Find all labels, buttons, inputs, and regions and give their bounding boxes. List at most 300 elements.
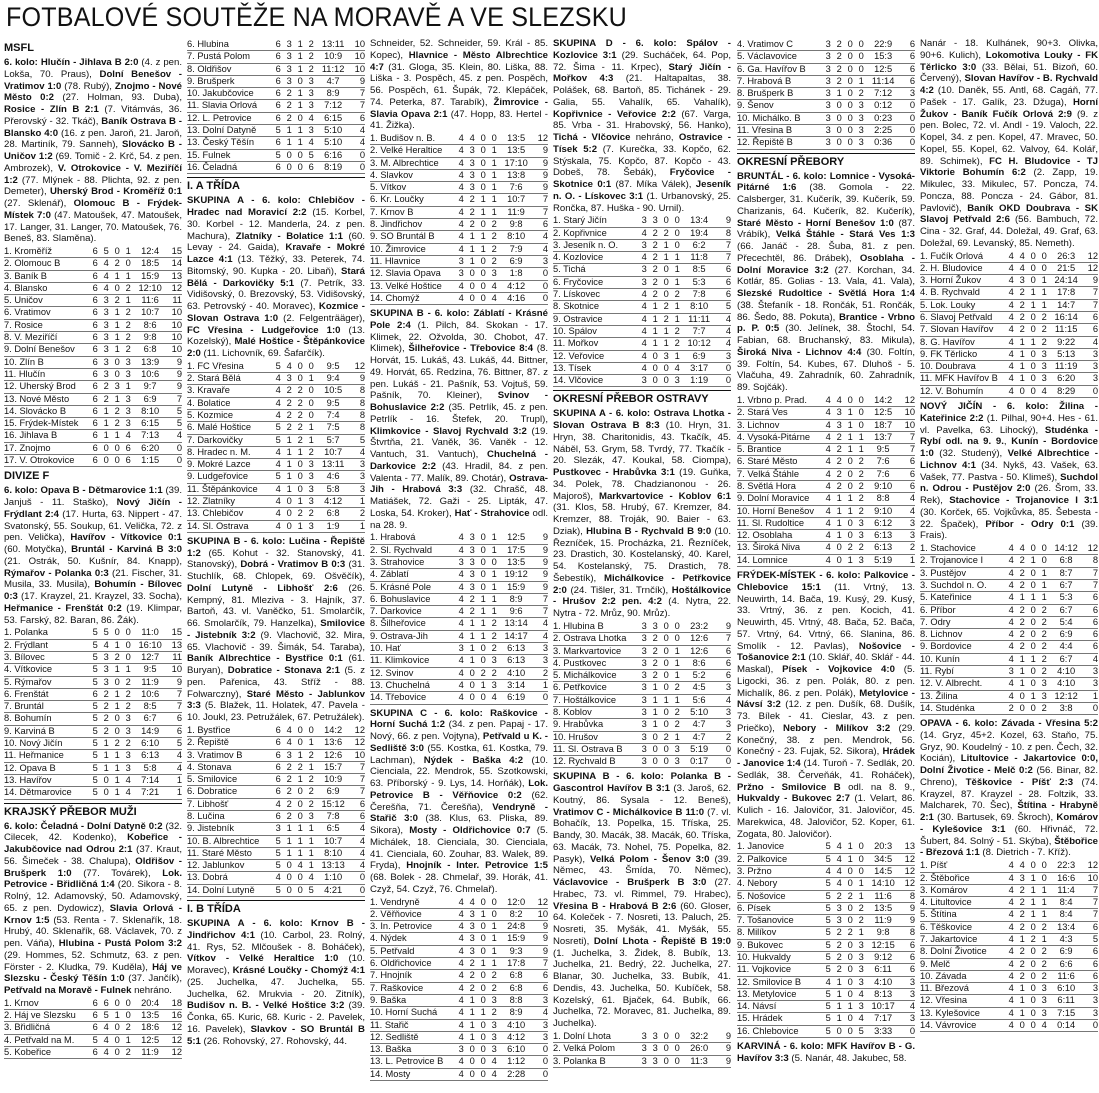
team-name: 10. Nový Jičín [4,738,63,749]
match-results-text: NOVÝ JIČÍN - 6. kolo: Žilina - Kateřinice 2:2 (1. Pilhal, 90+4. Hes - 61. vl. Pavelka, 63. Lihocký), Studénka - Rybí odl. na 9. 9., Kunín - Bordovice 1:0 (32. Studený), Velké Albrechtice - Lichnov 4:1 (34. Nykš, 43. Vašek, 63. Vašek, 77. Pastva - 50. Klimeš), Suchdol n. Odrou - Pustějov 2:0 (26. Šrom, 33. Rek), Stachovice - Trojanovice I 3:1 (30. Korček, 65. Vojkůvka, 85. Šebesta - 22. Špaček), Příbor - Odry 0:1 (39. Frais). [920,401,1098,542]
stat-cell: 0 [1030,995,1036,1006]
points: 1 [542,679,548,690]
table-row [4,332,182,344]
standings-table [553,215,731,387]
stat-cell: 4 [458,1068,464,1079]
table-row [187,51,365,63]
team-name: 12. Veřovice [553,350,605,361]
stat-cell: 4 [1008,275,1014,286]
score: 6:7 [1059,653,1073,664]
stat-cell: 1 [491,945,497,956]
stat-cell: 1 [469,255,475,266]
team-name: 7. Krnov B [370,206,414,217]
team-name: 6. Staré Město [737,456,798,467]
points: 4 [542,1007,548,1018]
score: 6:20 [141,442,160,453]
stat-cell: 1 [297,774,303,785]
table-row [370,231,548,243]
stat-cell: 1 [491,206,497,217]
table-row [920,934,1098,946]
points: 4 [359,847,365,858]
stat-cell: 4 [458,982,464,993]
table-row [370,1031,548,1043]
stat-cell: 4 [103,1046,109,1057]
stat-cell: 1 [1030,336,1036,347]
table-row [4,1046,182,1058]
stat-cell: 1 [836,530,842,541]
team-name: 1. Vrbno p. Prad. [737,394,807,405]
stat-cell: 3 [641,756,647,767]
table-row [370,280,548,292]
stat-cell: 4 [1008,604,1014,615]
stat-cell: 2 [125,1046,131,1057]
table-row [737,853,915,865]
stat-cell: 4 [1008,250,1014,261]
stat-cell: 3 [469,169,475,180]
stat-cell: 0 [480,169,486,180]
stat-cell: 1 [1041,275,1047,286]
stat-cell: 2 [652,276,658,287]
stat-cell: 1 [858,431,864,442]
stat-cell: 1 [1030,690,1036,701]
match-results-text: SKUPINA A - 6. kolo: Chlebičov - Hradec nad Moravicí 2:2 (15. Korbel, 30. Korbel - 12. Manderla, 24. z pen. Machura), Zlatníky - Bolatice 1:1 (60. Levay - 24. Gaida), Kravaře - Mokré Lazce 4:1 (13. Těžký, 33. Peterek, 74. Bitomský, 90. Kupka - 20. Libaň), Stará Bělá - Darkovičky 5:1 (7. Petrík, 33. Vidišovský, 0. Brezovský, 53. Vidišovský, 63. Petrovský - 40. Moravec), Kozmice - Slovan Ostrava 1:0 (2. Felgenträäger), FC Vřesina - Ludgeřovice 1:0 (13. Kozelský), Malé Hoštice - Štěpánkovice 2:0 (11. Lichovník, 69. Šafarčík). [187,195,365,360]
points: 7 [909,431,915,442]
stat-cell: 1 [480,958,486,969]
team-name: 2. Olomouc B [4,258,61,269]
table-row [737,841,915,853]
stat-cell: 3 [103,319,109,330]
points: 7 [1092,287,1098,298]
score: 14:2 [324,724,343,735]
team-name: 3. Suchdol n. O. [920,579,987,590]
score: 26:3 [1057,250,1076,261]
stat-cell: 1 [114,307,120,318]
stat-cell: 3 [858,517,864,528]
team-name: 6. Bohuslavice [370,593,431,604]
stat-cell: 3 [1019,275,1025,286]
stat-cell: 2 [1019,909,1025,920]
stat-cell: 1 [652,338,658,349]
table-row [920,983,1098,995]
score: 1:8 [509,268,523,279]
standings-table [187,39,365,174]
score: 11:0 [141,627,159,638]
table-row [737,1001,915,1013]
stat-cell: 0 [674,1043,680,1054]
stat-cell: 0 [480,1068,486,1079]
stat-cell: 0 [286,520,292,531]
standings-table [370,897,548,1081]
table-row [737,952,915,964]
stat-cell: 4 [825,468,831,479]
points: 7 [176,393,182,404]
points: 9 [725,1043,731,1054]
table-row [737,517,915,529]
team-name: 15. Hrádek [737,1013,783,1024]
score: 11:11 [688,313,711,324]
score: 8:5 [143,701,157,712]
stat-cell: 2 [847,890,853,901]
stat-cell: 3 [491,655,497,666]
stat-cell: 2 [1019,311,1025,322]
team-name: 2. Stará Bělá [187,373,241,384]
section-heading: OKRESNÍ PŘEBORY [737,155,845,168]
stat-cell: 1 [491,169,497,180]
stat-cell: 0 [480,544,486,555]
stat-cell: 4 [641,350,647,361]
stat-cell: 5 [275,149,281,160]
stat-cell: 0 [114,1034,120,1045]
stat-cell: 4 [825,505,831,516]
team-name: 15. Fulnek [187,149,231,160]
team-name: 9. SO Bruntál B [370,231,435,242]
stat-cell: 4 [469,896,475,907]
table-row [370,897,548,909]
table-row [370,643,548,655]
points: 7 [1092,567,1098,578]
table-row [737,890,915,902]
stat-cell: 2 [1041,604,1047,615]
team-name: 13. Dolní Datyně [187,125,257,136]
stat-cell: 2 [836,927,842,938]
points: 3 [542,255,548,266]
team-name: 14. Studénka [920,702,975,713]
stat-cell: 1 [847,493,853,504]
stat-cell: 1 [674,657,680,668]
points: 7 [1092,909,1098,920]
stat-cell: 3 [308,125,314,136]
stat-cell: 0 [1041,250,1047,261]
stat-cell: 3 [858,100,864,111]
stat-cell: 4 [1008,958,1014,969]
standings-table [187,725,365,897]
stat-cell: 0 [491,133,497,143]
stat-cell: 1 [480,908,486,919]
stat-cell: 4 [1008,946,1014,957]
score: 1:9 [326,520,340,531]
score: 9:5 [326,360,340,371]
score: 12:0 [507,896,526,907]
stat-cell: 4 [458,1007,464,1018]
points: 0 [542,292,548,303]
points: 7 [542,958,548,969]
score: 6:19 [507,692,526,703]
stat-cell: 2 [125,319,131,330]
stat-cell: 4 [1008,373,1014,384]
stat-cell: 4 [458,593,464,604]
stat-cell: 0 [847,39,853,49]
stat-cell: 2 [1019,616,1025,627]
team-name: 7. Hrabová B [737,75,792,86]
stat-cell: 0 [480,655,486,666]
stat-cell: 4 [836,853,842,864]
stat-cell: 1 [1041,579,1047,590]
team-name: 3. Komárov [920,884,968,895]
stat-cell: 4 [458,182,464,193]
points: 6 [1092,629,1098,640]
score: 34:5 [874,853,893,864]
stat-cell: 3 [469,933,475,944]
stat-cell: 0 [480,255,486,266]
stat-cell: 3 [103,676,109,687]
points: 12 [1087,250,1098,261]
points: 18 [171,997,182,1008]
stat-cell: 2 [663,731,669,742]
stat-cell: 2 [286,422,292,433]
score: 8:9 [509,1007,523,1018]
stat-cell: 2 [469,206,475,217]
table-row [370,618,548,630]
points: 3 [1092,348,1098,359]
team-name: 1. Dolní Lhota [553,1030,611,1041]
table-row [370,532,548,544]
stat-cell: 1 [491,581,497,592]
table-row [737,865,915,877]
stat-cell: 0 [1041,860,1047,871]
stat-cell: 1 [847,419,853,430]
points: 6 [909,939,915,950]
team-name: 9. Ostrava-Jih [370,630,428,641]
stat-cell: 0 [858,63,864,74]
stat-cell: 4 [674,362,680,373]
team-name: 3. Bílovec [4,651,45,662]
score: 5:3 [692,276,706,287]
stat-cell: 0 [663,756,669,767]
stat-cell: 4 [458,921,464,932]
stat-cell: 3 [103,368,109,379]
points: 6 [1092,592,1098,603]
score: 5:10 [324,137,343,148]
team-name: 6. Fryčovice [553,276,604,287]
table-row [920,361,1098,373]
points: 0 [725,756,731,767]
score: 16:10 [138,639,162,650]
table-row [920,311,1098,323]
points: 3 [542,994,548,1005]
table-row [370,169,548,181]
score: 8:9 [326,88,340,99]
stat-cell: 4 [458,169,464,180]
stat-cell: 1 [1030,872,1036,883]
stat-cell: 4 [275,872,281,883]
team-name: 2. Kopřivnice [553,227,607,238]
stat-cell: 0 [480,292,486,303]
stat-cell: 2 [836,952,842,962]
team-name: 14. Dolní Lutyně [187,884,255,895]
section-divider [737,153,915,154]
stat-cell: 2 [469,593,475,604]
score: 4:7 [692,719,706,730]
stat-cell: 3 [825,137,831,148]
points: 3 [1092,678,1098,689]
stat-cell: 0 [480,532,486,543]
points: 10 [171,664,182,675]
score: 4:10 [507,667,526,678]
score: 6:16 [324,149,343,160]
stat-cell: 1 [125,664,131,675]
score: 12:6 [324,749,343,760]
table-row [370,145,548,157]
score: 8:9 [509,593,523,604]
stat-cell: 3 [286,63,292,74]
stat-cell: 2 [652,239,658,250]
team-name: 9. Dolní Benešov [4,344,75,355]
points: 10 [171,307,182,318]
stat-cell: 1 [103,750,109,761]
stat-cell: 4 [1019,860,1025,871]
stat-cell: 1 [663,325,669,336]
score: 13:14 [504,618,528,629]
table-row [737,542,915,554]
team-name: 2. Sl. Rychvald [370,544,433,555]
stat-cell: 2 [469,219,475,230]
table-row [920,299,1098,311]
table-row [737,63,915,75]
stat-cell: 4 [491,1056,497,1067]
points: 6 [1092,958,1098,969]
stat-cell: 4 [458,908,464,919]
points: 7 [1092,884,1098,895]
stat-cell: 1 [286,471,292,482]
stat-cell: 2 [1041,616,1047,627]
points: 9 [542,933,548,944]
table-row [553,362,731,374]
stat-cell: 4 [1008,616,1014,627]
stat-cell: 6 [92,442,98,453]
stat-cell: 1 [836,505,842,516]
stat-cell: 4 [1019,262,1025,273]
stat-cell: 2 [674,289,680,300]
stat-cell: 2 [114,651,120,662]
stat-cell: 1 [297,100,303,111]
stat-cell: 1 [1041,592,1047,603]
points: 0 [1092,702,1098,713]
team-name: 4. Vratimov C [737,39,793,49]
stat-cell: 1 [125,381,131,392]
stat-cell: 5 [275,125,281,136]
points: 12 [904,853,915,864]
stat-cell: 0 [297,798,303,809]
score: 14:12 [1054,543,1078,554]
score: 8:8 [876,493,890,504]
stat-cell: 3 [103,356,109,367]
stat-cell: 4 [1008,555,1014,566]
stat-cell: 4 [458,1056,464,1067]
team-name: 5. Brantice [737,444,782,455]
stat-cell: 4 [1008,860,1014,871]
stat-cell: 2 [286,774,292,785]
team-name: 10. Kunín [920,653,960,664]
stat-cell: 5 [92,701,98,712]
stat-cell: 2 [652,289,658,300]
score: 18:6 [141,1022,160,1033]
team-name: 11. Rybí [920,666,954,677]
stat-cell: 2 [1019,958,1025,969]
stat-cell: 4 [458,532,464,543]
score: 14:10 [871,878,895,889]
score: 8:13 [874,988,893,999]
points: 6 [1092,970,1098,981]
stat-cell: 6 [92,344,98,355]
stat-cell: 0 [1030,702,1036,713]
points: 0 [542,268,548,279]
points: 3 [1092,373,1098,384]
points: 3 [725,719,731,730]
points: 3 [909,1013,915,1024]
points: 7 [542,194,548,205]
score: 6:9 [326,786,340,797]
stat-cell: 4 [103,1034,109,1045]
stat-cell: 2 [1041,629,1047,640]
score: 14:5 [874,865,893,876]
stat-cell: 2 [1041,641,1047,652]
table-row [370,292,548,304]
stat-cell: 0 [114,246,120,256]
team-name: 7. Libhošť [187,798,229,809]
stat-cell: 3 [458,1044,464,1055]
score: 3:17 [690,362,709,373]
stat-cell: 4 [286,360,292,371]
match-results-text: SKUPINA D - 6. kolo: Spálov - Kozlovice 3:1 (29. Sucháček, 64. Pop, 72. Šima - 11. Krpec), Starý Jičín - Mořkov 4:3 (21. Haltapaltas, 38. Polášek, 68. Bartoň, 85. Tichánek - 29. Galia, 55. Vahalík, 65. Vahalík), Kopřivnice - Veřovice 2:2 (67. Varga, 85. Vrba - 31. Hrabovský, 56. Hanko), Tichá - Vlčovice nehráno, Ostravice - Tísek 5:2 (7. Kurečka, 33. Kopčo, 62. Stýskala, 75. Kopčo, 87. Kopčo - 43. Dobeš, 78. Šebák), Fryčovice - Skotnice 0:1 (87. Míka Válek), Jeseník n. O. - Lískovec 3:1 (1. Urbanovský, 25. Rončka, 87. Huška - 90. Urnil). [553,38,731,214]
points: 8 [359,397,365,408]
stat-cell: 1 [674,301,680,312]
points: 12 [904,878,915,889]
team-name: 4. Pustkovec [553,657,607,668]
table-row [187,434,365,446]
stat-cell: 0 [663,215,669,226]
stat-cell: 1 [847,444,853,455]
score: 14:7 [1057,299,1076,310]
points: 6 [359,798,365,809]
score: 8:10 [507,231,526,242]
team-name: 11. Sl. Rudoltice [737,517,805,528]
stat-cell: 4 [125,774,131,785]
stat-cell: 4 [1008,348,1014,359]
stat-cell: 1 [114,774,120,785]
stat-cell: 2 [125,688,131,699]
stat-cell: 4 [1008,1020,1014,1031]
table-row [4,750,182,762]
score: 12:6 [690,645,709,656]
points: 4 [359,137,365,148]
stat-cell: 0 [652,350,658,361]
score: 24:8 [507,921,526,932]
team-name: 3. Pržno [737,865,772,876]
stat-cell: 1 [1019,653,1025,664]
stat-cell: 4 [836,865,842,876]
score: 10:7 [324,446,343,457]
table-row [553,706,731,718]
team-name: 5. Nošovice [737,890,786,901]
score: 5:19 [874,554,893,565]
stat-cell: 0 [663,1030,669,1041]
stat-cell: 0 [1030,567,1036,578]
table-row [553,289,731,301]
stat-cell: 2 [1041,970,1047,981]
stat-cell: 3 [114,381,120,392]
score: 12:5 [874,63,893,74]
column-5 [737,38,915,1088]
score: 8:8 [509,994,523,1005]
stat-cell: 4 [286,724,292,735]
stat-cell: 2 [286,397,292,408]
stat-cell: 6 [92,455,98,466]
points: 4 [725,313,731,324]
stat-cell: 5 [92,676,98,687]
score: 6:15 [141,418,160,429]
stat-cell: 1 [1030,909,1036,920]
score: 8:4 [1059,909,1073,920]
